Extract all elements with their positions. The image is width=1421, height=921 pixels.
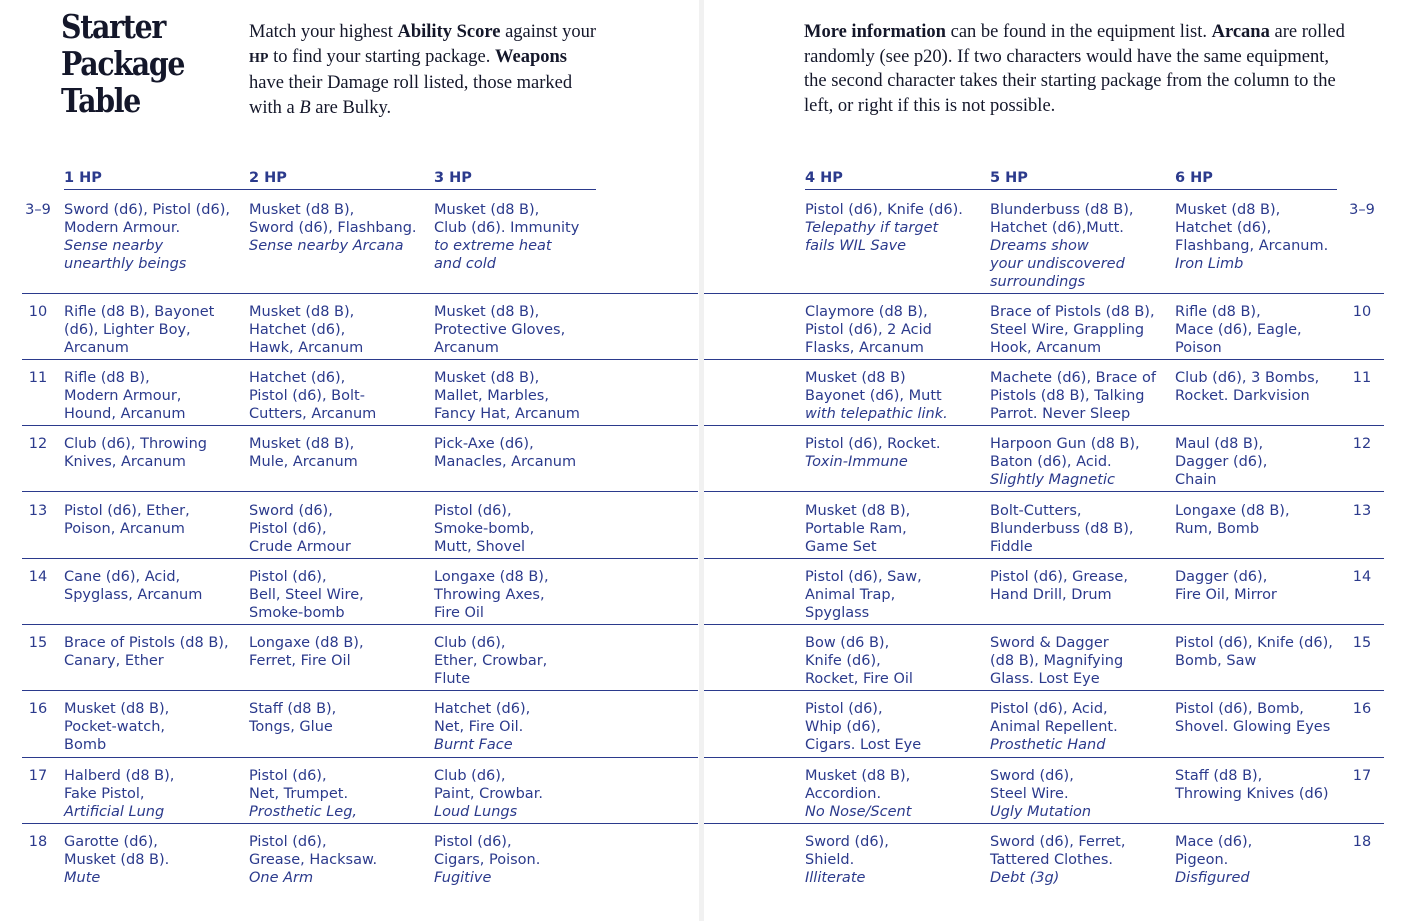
package-cell xyxy=(805,833,983,887)
package-text-line: Hatchet (d6), xyxy=(1175,220,1272,236)
package-text-line: Musket (d8 B), xyxy=(1175,202,1281,218)
package-text-line: Sword & Dagger xyxy=(990,635,1109,651)
package-cell xyxy=(249,303,427,357)
package-trait-line: Fugitive xyxy=(434,870,492,886)
row-number: 15 xyxy=(28,635,48,651)
package-cell xyxy=(990,568,1168,604)
package-trait-line: Illiterate xyxy=(805,870,866,886)
package-text-line: Throwing Axes, xyxy=(434,587,545,603)
package-cell xyxy=(990,303,1168,357)
package-text-line: Musket (d8 B), xyxy=(249,202,355,218)
package-text-line: Club (d6), xyxy=(434,635,506,651)
package-text-line: Cutters, Arcanum xyxy=(249,406,377,422)
row-number: 3–9 xyxy=(25,202,51,218)
package-text-line: Hound, Arcanum xyxy=(64,406,186,422)
package-cell xyxy=(64,833,242,887)
package-cell xyxy=(249,369,427,423)
package-trait-line: Iron Limb xyxy=(1175,256,1244,272)
package-cell xyxy=(249,700,427,736)
package-trait-line: Telepathy if target xyxy=(805,220,939,236)
package-text-line: Pocket-watch, xyxy=(64,719,165,735)
package-trait-line: Sense nearby xyxy=(64,238,164,254)
row-divider xyxy=(704,624,1384,625)
row-number: 17 xyxy=(1352,768,1372,784)
package-text-line: Hatchet (d6), xyxy=(434,701,531,717)
package-text-line: Rocket. Darkvision xyxy=(1175,388,1310,404)
package-trait-line: your undiscovered xyxy=(990,256,1125,272)
column-header: 4 HP xyxy=(805,170,843,186)
row-number: 12 xyxy=(28,436,48,452)
package-cell xyxy=(1175,833,1353,887)
column-header: 6 HP xyxy=(1175,170,1213,186)
package-text-line: Hook, Arcanum xyxy=(990,340,1102,356)
package-text-line: Cane (d6), Acid, xyxy=(64,569,181,585)
package-trait-line: Ugly Mutation xyxy=(990,804,1092,820)
package-text-line: Pistol (d6), xyxy=(434,503,512,519)
package-text-line: Sword (d6), xyxy=(249,503,333,519)
row-number: 11 xyxy=(28,370,48,386)
package-cell xyxy=(434,833,612,887)
package-text-line: Bell, Steel Wire, xyxy=(249,587,364,603)
package-text-line: Club (d6). Immunity xyxy=(434,220,580,236)
package-text-line: Blunderbuss (d8 B), xyxy=(990,202,1134,218)
package-cell xyxy=(64,201,242,273)
package-text-line: Sword (d6), xyxy=(805,834,889,850)
package-cell xyxy=(990,435,1168,489)
package-text-line: Musket (d8 B) xyxy=(805,370,906,386)
package-text-line: Baton (d6), Acid. xyxy=(990,454,1112,470)
package-text-line: Harpoon Gun (d8 B), xyxy=(990,436,1140,452)
package-text-line: Pistols (d8 B), Talking xyxy=(990,388,1145,404)
package-text-line: Rocket, Fire Oil xyxy=(805,671,913,687)
package-text-line: Cigars. Lost Eye xyxy=(805,737,922,753)
package-cell xyxy=(990,833,1168,887)
package-text-line: Sword (d6), xyxy=(990,768,1074,784)
row-number: 17 xyxy=(28,768,48,784)
package-cell xyxy=(64,767,242,821)
package-trait-line: Debt (3g) xyxy=(990,870,1060,886)
package-cell xyxy=(1175,634,1353,670)
package-text-line: Animal Trap, xyxy=(805,587,896,603)
package-cell xyxy=(249,435,427,471)
row-number: 3–9 xyxy=(1349,202,1375,218)
row-divider xyxy=(22,425,698,426)
package-text-line: Bayonet (d6), Mutt xyxy=(805,388,942,404)
package-text-line: (d8 B), Magnifying xyxy=(990,653,1124,669)
package-text-line: Accordion. xyxy=(805,786,882,802)
package-cell xyxy=(249,767,427,821)
package-text-line: Pigeon. xyxy=(1175,852,1229,868)
package-trait-line: No Nose/Scent xyxy=(805,804,912,820)
column-header: 3 HP xyxy=(434,170,472,186)
package-cell xyxy=(434,767,612,821)
package-text-line: Tattered Clothes. xyxy=(990,852,1113,868)
package-text-line: Fiddle xyxy=(990,539,1033,555)
package-cell xyxy=(805,767,983,821)
package-text-line: Pistol (d6), Bolt- xyxy=(249,388,365,404)
package-trait-line: fails WIL Save xyxy=(805,238,907,254)
package-text-line: Pistol (d6), xyxy=(805,701,883,717)
package-cell xyxy=(434,700,612,754)
package-text-line: Bolt-Cutters, xyxy=(990,503,1082,519)
package-trait-line: Dreams show xyxy=(990,238,1089,254)
package-text-line: Pistol (d6), Saw, xyxy=(805,569,922,585)
package-trait-line: Disfigured xyxy=(1175,870,1250,886)
package-text-line: Game Set xyxy=(805,539,877,555)
package-text-line: Hatchet (d6), xyxy=(249,370,346,386)
package-text-line: Hawk, Arcanum xyxy=(249,340,364,356)
package-text-line: Dagger (d6), xyxy=(1175,569,1268,585)
package-text-line: Brace of Pistols (d8 B), xyxy=(64,635,229,651)
package-text-line: Bomb, Saw xyxy=(1175,653,1257,669)
package-text-line: Musket (d8 B), xyxy=(434,370,540,386)
package-text-line: Poison xyxy=(1175,340,1222,356)
package-text-line: Blunderbuss (d8 B), xyxy=(990,521,1134,537)
package-cell xyxy=(1175,700,1353,736)
row-number: 15 xyxy=(1352,635,1372,651)
package-text-line: Knives, Arcanum xyxy=(64,454,186,470)
package-text-line: Sword (d6), Pistol (d6), xyxy=(64,202,230,218)
intro-text-left: Match your highest Ability Score against your HP to find your starting package. Weapons have their Damage roll listed, those marked with a B are Bulky. xyxy=(249,22,597,118)
package-text-line: Pistol (d6), Grease, xyxy=(990,569,1128,585)
package-text-line: Manacles, Arcanum xyxy=(434,454,577,470)
row-divider xyxy=(22,823,698,824)
package-text-line: Longaxe (d8 B), xyxy=(249,635,364,651)
package-text-line: Canary, Ether xyxy=(64,653,164,669)
package-cell xyxy=(990,767,1168,821)
package-trait-line: Mute xyxy=(64,870,101,886)
row-number: 12 xyxy=(1352,436,1372,452)
package-text-line: Ferret, Fire Oil xyxy=(249,653,351,669)
header-rule xyxy=(64,189,596,190)
package-text-line: Pistol (d6), Bomb, xyxy=(1175,701,1304,717)
package-cell xyxy=(434,502,612,556)
row-divider xyxy=(22,690,698,691)
package-text-line: Longaxe (d8 B), xyxy=(434,569,549,585)
package-cell xyxy=(64,634,242,670)
package-trait-line: Sense nearby Arcana xyxy=(249,238,404,254)
package-cell xyxy=(64,568,242,604)
package-text-line: Rum, Bomb xyxy=(1175,521,1260,537)
package-text-line: Modern Armour, xyxy=(64,388,182,404)
package-text-line: Paint, Crowbar. xyxy=(434,786,543,802)
package-cell xyxy=(434,201,612,273)
row-divider xyxy=(704,491,1384,492)
row-divider xyxy=(22,359,698,360)
row-divider xyxy=(22,624,698,625)
header-rule xyxy=(805,189,1337,190)
package-text-line: Mace (d6), xyxy=(1175,834,1253,850)
package-text-line: Bomb xyxy=(64,737,107,753)
package-text-line: Mutt, Shovel xyxy=(434,539,526,555)
page-title: Starter Package Table xyxy=(61,7,185,120)
package-text-line: Fire Oil xyxy=(434,605,484,621)
package-text-line: Maul (d8 B), xyxy=(1175,436,1264,452)
package-text-line: Rifle (d8 B), Bayonet xyxy=(64,304,215,320)
row-number: 16 xyxy=(1352,701,1372,717)
package-text-line: Mace (d6), Eagle, xyxy=(1175,322,1302,338)
package-text-line: Hatchet (d6),Mutt. xyxy=(990,220,1124,236)
package-cell xyxy=(1175,435,1353,489)
package-trait-line: and cold xyxy=(434,256,496,272)
package-cell xyxy=(64,303,242,357)
package-text-line: Arcanum xyxy=(434,340,499,356)
package-text-line: Pistol (d6), xyxy=(249,768,327,784)
package-cell xyxy=(1175,303,1353,357)
package-text-line: Club (d6), Throwing xyxy=(64,436,207,452)
package-text-line: Pick-Axe (d6), xyxy=(434,436,534,452)
package-text-line: Fire Oil, Mirror xyxy=(1175,587,1277,603)
package-text-line: Smoke-bomb, xyxy=(434,521,535,537)
package-text-line: Rifle (d8 B), xyxy=(1175,304,1261,320)
package-text-line: Glass. Lost Eye xyxy=(990,671,1100,687)
package-text-line: Rifle (d8 B), xyxy=(64,370,150,386)
package-trait-line: Burnt Face xyxy=(434,737,513,753)
row-divider xyxy=(704,425,1384,426)
package-trait-line: to extreme heat xyxy=(434,238,552,254)
package-text-line: Musket (d8 B), xyxy=(434,202,540,218)
row-divider xyxy=(704,757,1384,758)
package-text-line: Whip (d6), xyxy=(805,719,881,735)
package-text-line: Crude Armour xyxy=(249,539,351,555)
package-cell xyxy=(990,502,1168,556)
column-header: 1 HP xyxy=(64,170,102,186)
row-divider xyxy=(704,690,1384,691)
package-text-line: Club (d6), xyxy=(434,768,506,784)
package-text-line: Chain xyxy=(1175,472,1217,488)
package-text-line: Arcanum xyxy=(64,340,129,356)
package-text-line: Mule, Arcanum xyxy=(249,454,358,470)
row-divider xyxy=(704,558,1384,559)
package-text-line: Shield. xyxy=(805,852,855,868)
package-text-line: Animal Repellent. xyxy=(990,719,1118,735)
row-number: 10 xyxy=(1352,304,1372,320)
package-cell xyxy=(805,369,983,423)
package-text-line: (d6), Lighter Boy, xyxy=(64,322,191,338)
package-text-line: Pistol (d6), xyxy=(249,569,327,585)
package-text-line: Musket (d8 B), xyxy=(249,304,355,320)
package-text-line: Tongs, Glue xyxy=(249,719,333,735)
package-cell xyxy=(1175,502,1353,538)
package-cell xyxy=(805,502,983,556)
package-text-line: Grease, Hacksaw. xyxy=(249,852,378,868)
row-number: 10 xyxy=(28,304,48,320)
package-cell xyxy=(249,634,427,670)
package-cell xyxy=(1175,201,1353,273)
package-text-line: Net, Trumpet. xyxy=(249,786,349,802)
package-text-line: Pistol (d6), Rocket. xyxy=(805,436,941,452)
package-text-line: Musket (d8 B), xyxy=(249,436,355,452)
package-cell xyxy=(434,303,612,357)
package-cell xyxy=(805,201,983,255)
package-trait-line: Prosthetic Hand xyxy=(990,737,1106,753)
package-cell xyxy=(64,700,242,754)
package-cell xyxy=(1175,369,1353,405)
package-cell xyxy=(805,634,983,688)
package-trait-line: surroundings xyxy=(990,274,1086,290)
package-text-line: Dagger (d6), xyxy=(1175,454,1268,470)
package-text-line: Bow (d6 B), xyxy=(805,635,890,651)
package-text-line: Pistol (d6), xyxy=(249,834,327,850)
package-text-line: Shovel. Glowing Eyes xyxy=(1175,719,1331,735)
package-text-line: Throwing Knives (d6) xyxy=(1175,786,1329,802)
package-cell xyxy=(805,700,983,754)
row-number: 16 xyxy=(28,701,48,717)
package-cell xyxy=(434,435,612,471)
package-text-line: Poison, Arcanum xyxy=(64,521,185,537)
package-text-line: Fancy Hat, Arcanum xyxy=(434,406,580,422)
package-text-line: Pistol (d6), xyxy=(249,521,327,537)
package-text-line: Staff (d8 B), xyxy=(1175,768,1263,784)
package-cell xyxy=(1175,767,1353,803)
package-trait-line: One Arm xyxy=(249,870,314,886)
package-text-line: Hand Drill, Drum xyxy=(990,587,1112,603)
package-cell xyxy=(434,369,612,423)
row-divider xyxy=(22,293,698,294)
row-divider xyxy=(22,757,698,758)
row-number: 18 xyxy=(28,834,48,850)
row-divider xyxy=(704,293,1384,294)
package-cell xyxy=(805,435,983,471)
package-cell xyxy=(990,634,1168,688)
package-text-line: Brace of Pistols (d8 B), xyxy=(990,304,1155,320)
row-divider xyxy=(22,491,698,492)
package-cell xyxy=(990,700,1168,754)
package-text-line: Musket (d8 B), xyxy=(434,304,540,320)
package-cell xyxy=(805,568,983,622)
package-text-line: Halberd (d8 B), xyxy=(64,768,175,784)
package-text-line: Cigars, Poison. xyxy=(434,852,541,868)
package-text-line: Pistol (d6), 2 Acid xyxy=(805,322,932,338)
package-text-line: Machete (d6), Brace of xyxy=(990,370,1156,386)
package-text-line: Hatchet (d6), xyxy=(249,322,346,338)
package-cell xyxy=(434,568,612,622)
package-text-line: Staff (d8 B), xyxy=(249,701,337,717)
package-text-line: Spyglass, Arcanum xyxy=(64,587,203,603)
row-number: 11 xyxy=(1352,370,1372,386)
package-cell xyxy=(805,303,983,357)
package-text-line: Smoke-bomb xyxy=(249,605,345,621)
package-cell xyxy=(990,201,1168,291)
column-header: 5 HP xyxy=(990,170,1028,186)
package-text-line: Flute xyxy=(434,671,471,687)
package-cell xyxy=(1175,568,1353,604)
package-text-line: Flashbang, Arcanum. xyxy=(1175,238,1329,254)
package-trait-line: Artificial Lung xyxy=(64,804,165,820)
package-text-line: Pistol (d6), Knife (d6). xyxy=(805,202,963,218)
package-cell xyxy=(64,502,242,538)
package-text-line: Pistol (d6), Acid, xyxy=(990,701,1108,717)
package-text-line: Musket (d8 B), xyxy=(805,503,911,519)
package-trait-line: unearthly beings xyxy=(64,256,187,272)
row-divider xyxy=(704,823,1384,824)
package-trait-line: with telepathic link. xyxy=(805,406,948,422)
package-text-line: Parrot. Never Sleep xyxy=(990,406,1131,422)
package-cell xyxy=(249,833,427,887)
package-text-line: Sword (d6), Ferret, xyxy=(990,834,1126,850)
package-cell xyxy=(64,435,242,471)
package-text-line: Ether, Crowbar, xyxy=(434,653,548,669)
row-divider xyxy=(22,558,698,559)
package-text-line: Pistol (d6), Knife (d6), xyxy=(1175,635,1333,651)
package-text-line: Knife (d6), xyxy=(805,653,881,669)
row-number: 14 xyxy=(1352,569,1372,585)
row-number: 13 xyxy=(28,503,48,519)
package-text-line: Musket (d8 B), xyxy=(805,768,911,784)
row-divider xyxy=(704,359,1384,360)
package-text-line: Net, Fire Oil. xyxy=(434,719,524,735)
package-cell xyxy=(249,568,427,622)
package-text-line: Protective Gloves, xyxy=(434,322,566,338)
package-text-line: Mallet, Marbles, xyxy=(434,388,549,404)
row-number: 18 xyxy=(1352,834,1372,850)
package-text-line: Musket (d8 B), xyxy=(64,701,170,717)
package-trait-line: Loud Lungs xyxy=(434,804,518,820)
package-text-line: Fake Pistol, xyxy=(64,786,145,802)
package-text-line: Claymore (d8 B), xyxy=(805,304,928,320)
package-text-line: Pistol (d6), Ether, xyxy=(64,503,190,519)
package-text-line: Steel Wire, Grappling xyxy=(990,322,1145,338)
package-trait-line: Slightly Magnetic xyxy=(990,472,1115,488)
package-text-line: Club (d6), 3 Bombs, xyxy=(1175,370,1320,386)
package-trait-line: Prosthetic Leg, xyxy=(249,804,358,820)
package-cell xyxy=(990,369,1168,423)
package-text-line: Portable Ram, xyxy=(805,521,907,537)
package-text-line: Flasks, Arcanum xyxy=(805,340,924,356)
package-text-line: Spyglass xyxy=(805,605,870,621)
package-cell xyxy=(434,634,612,688)
package-text-line: Musket (d8 B). xyxy=(64,852,170,868)
row-number: 14 xyxy=(28,569,48,585)
column-header: 2 HP xyxy=(249,170,287,186)
package-text-line: Garotte (d6), xyxy=(64,834,158,850)
package-text-line: Steel Wire. xyxy=(990,786,1069,802)
package-cell xyxy=(249,201,427,255)
package-text-line: Longaxe (d8 B), xyxy=(1175,503,1290,519)
package-text-line: Sword (d6), Flashbang. xyxy=(249,220,417,236)
row-number: 13 xyxy=(1352,503,1372,519)
page-gutter xyxy=(699,0,704,921)
package-text-line: Modern Armour. xyxy=(64,220,181,236)
package-cell xyxy=(249,502,427,556)
package-trait-line: Toxin-Immune xyxy=(805,454,908,470)
package-cell xyxy=(64,369,242,423)
intro-text-right: More information can be found in the equipment list. Arcana are rolled randomly (see p20). If two characters would have the same equipment, the second character takes their starting package from the column to the left, or right if this is not possible. xyxy=(804,22,1345,116)
package-text-line: Pistol (d6), xyxy=(434,834,512,850)
